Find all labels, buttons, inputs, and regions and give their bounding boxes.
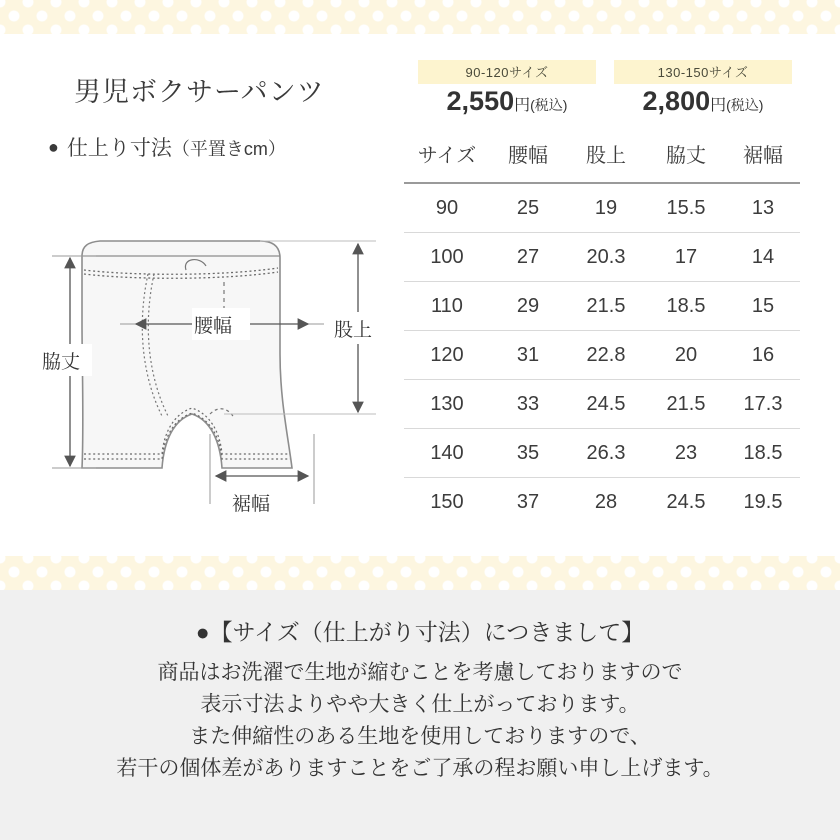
subtitle-text: 仕上り寸法 [66,137,172,160]
cell-size: 130 [430,392,464,415]
cell-rise: 20.3 [586,245,626,268]
size-table-header [404,130,800,183]
size-table [404,130,800,526]
cell-side-length: 23 [674,441,698,464]
table-row [404,183,800,233]
cell-hem: 13 [751,196,775,219]
label-hem-width: 裾幅 [232,494,271,515]
size-table-body [404,183,800,526]
price-value: 2,800 [642,86,711,116]
column-header-hem: 裾幅 [743,144,783,167]
cell-waist: 25 [516,196,540,219]
cell-rise: 26.3 [586,441,626,464]
cell-hem: 18.5 [743,441,783,464]
column-header-rise: 股上 [586,144,626,167]
table-row [404,233,800,282]
note-line: 表示寸法よりやや大きく仕上がっております。 [200,692,640,716]
column-header-size: サイズ [417,144,477,167]
cell-size: 150 [430,490,464,513]
cell-side-length: 17 [674,245,698,268]
size-table-wrapper [404,130,800,526]
boxer-briefs-diagram [24,204,404,554]
cell-side-length: 15.5 [666,196,706,219]
price-amount-row [614,84,792,117]
column-header-waist: 腰幅 [508,144,548,167]
cell-hem: 15 [751,294,775,317]
cell-side-length: 18.5 [666,294,706,317]
cell-rise: 28 [594,490,618,513]
cell-waist: 31 [516,343,540,366]
price-yen: 円 [514,97,531,114]
price-size-range: 90-120サイズ [418,60,596,84]
cell-rise: 21.5 [586,294,626,317]
label-side-length: 脇丈 [42,352,81,373]
cell-side-length: 20 [674,343,698,366]
note-line: 若干の個体差がありますことをご了承の程お願い申し上げます。 [116,756,724,780]
cell-size: 90 [435,196,459,219]
spec-section [0,34,840,556]
cell-rise: 24.5 [586,392,626,415]
decorative-dot-band-top [0,0,840,34]
label-waist-width: 腰幅 [194,316,233,337]
price-value: 2,550 [446,86,515,116]
price-badge-small-sizes [418,60,596,117]
cell-hem: 19.5 [743,490,783,513]
bullet-icon: ● [48,137,59,157]
note-line: また伸縮性のある生地を使用しておりますので、 [189,724,651,748]
subtitle-unit: （平置きcm） [171,139,286,159]
note-heading: ●【サイズ（仕上がり寸法）につきまして】 [195,619,645,645]
cell-waist: 27 [516,245,540,268]
price-size-range: 130-150サイズ [614,60,792,84]
table-row [404,429,800,478]
garment-outline [82,241,292,468]
column-header-side-length: 脇丈 [666,144,706,167]
price-tax-note: (税込) [530,97,568,113]
cell-size: 120 [430,343,464,366]
label-rise: 股上 [334,320,373,341]
price-badge-large-sizes [614,60,792,117]
table-row [404,478,800,527]
table-header-row [404,130,800,183]
price-tax-note: (税込) [726,97,764,113]
cell-rise: 22.8 [586,343,626,366]
cell-hem: 16 [751,343,775,366]
cell-rise: 19 [594,196,618,219]
cell-waist: 33 [516,392,540,415]
cell-size: 100 [430,245,464,268]
table-row [404,380,800,429]
cell-hem: 14 [751,245,775,268]
cell-size: 110 [431,294,463,317]
cell-side-length: 24.5 [666,490,706,513]
price-yen: 円 [710,97,727,114]
decorative-dot-band-middle [0,556,840,590]
page-title: 男児ボクサーパンツ [74,77,325,107]
cell-waist: 35 [516,441,540,464]
cell-hem: 17.3 [743,392,783,415]
table-row [404,282,800,331]
size-note-panel [0,590,840,840]
price-badges [418,60,792,117]
subtitle [48,132,286,162]
note-line: 商品はお洗濯で生地が縮むことを考慮しておりますので [157,661,683,684]
cell-waist: 29 [516,294,540,317]
table-row [404,331,800,380]
cell-side-length: 21.5 [666,392,706,415]
price-amount-row [418,84,596,117]
cell-waist: 37 [516,490,540,513]
cell-size: 140 [430,441,464,464]
